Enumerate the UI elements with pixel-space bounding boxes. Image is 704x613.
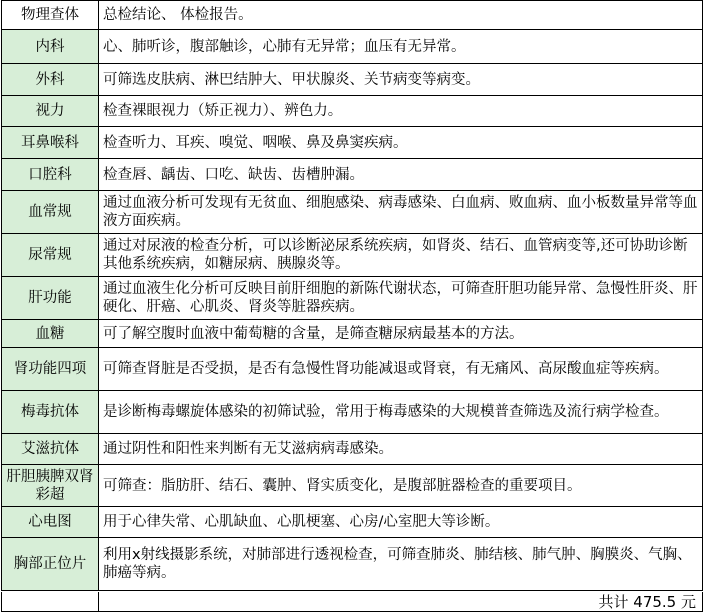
item-name: 胸部正位片 — [2, 538, 99, 591]
table-row — [2, 507, 703, 538]
item-description: 检查听力、耳疾、嗅觉、咽喉、鼻及鼻窦疾病。 — [99, 127, 703, 159]
item-name: 心电图 — [2, 507, 99, 538]
table-row — [2, 348, 703, 391]
item-description: 检查裸眼视力（矫正视力）、辨色力。 — [99, 96, 703, 127]
table-row — [2, 465, 703, 507]
item-name: 物理查体 — [2, 1, 99, 30]
item-name: 肝功能 — [2, 277, 99, 320]
total-amount: 共计 475.5 元 — [99, 592, 703, 612]
table-row — [2, 434, 703, 465]
item-name: 血常规 — [2, 191, 99, 234]
item-description: 总检结论、 体检报告。 — [99, 1, 703, 30]
item-description: 通过阴性和阳性来判断有无艾滋病病毒感染。 — [99, 434, 703, 465]
item-description: 可了解空腹时血液中葡萄糖的含量，是筛查糖尿病最基本的方法。 — [99, 320, 703, 348]
table-row — [2, 96, 703, 127]
item-name: 梅毒抗体 — [2, 391, 99, 434]
item-name: 外科 — [2, 64, 99, 96]
table-row — [2, 64, 703, 96]
item-description: 是诊断梅毒螺旋体感染的初筛试验，常用于梅毒感染的大规模普查筛选及流行病学检查。 — [99, 391, 703, 434]
item-description: 通过血液分析可发现有无贫血、细胞感染、病毒感染、白血病、败血病、血小板数量异常等血液方面疾病。 — [99, 191, 703, 234]
item-description: 通过血液生化分析可反映目前肝细胞的新陈代谢状态，可筛查肝胆功能异常、急慢性肝炎、肝硬化、肝癌、心肌炎、肾炎等脏器疾病。 — [99, 277, 703, 320]
table-row — [2, 30, 703, 64]
item-description: 利用x射线摄影系统，对肺部进行透视检查，可筛查肺炎、肺结核、肺气肿、胸膜炎、气胸、肺癌等病。 — [99, 538, 703, 591]
item-name: 耳鼻喉科 — [2, 127, 99, 159]
item-name: 尿常规 — [2, 234, 99, 277]
total-label-cell — [1, 592, 99, 612]
item-name: 内科 — [2, 30, 99, 64]
table-row — [2, 538, 703, 591]
total-row — [1, 592, 703, 612]
table-row — [2, 159, 703, 191]
item-description: 心、肺听诊，腹部触诊，心肺有无异常；血压有无异常。 — [99, 30, 703, 64]
item-name: 口腔科 — [2, 159, 99, 191]
table-row — [2, 277, 703, 320]
table-row — [2, 1, 703, 30]
item-description: 用于心律失常、心肌缺血、心肌梗塞、心房/心室肥大等诊断。 — [99, 507, 703, 538]
item-description: 可筛查肾脏是否受损，是否有急慢性肾功能减退或肾衰，有无痛风、高尿酸血症等疾病。 — [99, 348, 703, 391]
item-name: 肾功能四项 — [2, 348, 99, 391]
table-row — [2, 234, 703, 277]
item-description: 检查唇、龋齿、口吃、缺齿、齿槽肿漏。 — [99, 159, 703, 191]
table-row — [2, 191, 703, 234]
item-name: 视力 — [2, 96, 99, 127]
exam-table — [1, 0, 703, 591]
item-description: 通过对尿液的检查分析，可以诊断泌尿系统疾病，如肾炎、结石、血管病变等,还可协助诊断其他系统疾病，如糖尿病、胰腺炎等。 — [99, 234, 703, 277]
item-name: 血糖 — [2, 320, 99, 348]
item-description: 可筛选皮肤病、淋巴结肿大、甲状腺炎、关节病变等病变。 — [99, 64, 703, 96]
table-row — [2, 391, 703, 434]
table-row — [2, 320, 703, 348]
item-description: 可筛查：脂肪肝、结石、囊肿、肾实质变化，是腹部脏器检查的重要项目。 — [99, 465, 703, 507]
item-name: 肝胆胰脾双肾彩超 — [2, 465, 99, 507]
item-name: 艾滋抗体 — [2, 434, 99, 465]
table-row — [2, 127, 703, 159]
